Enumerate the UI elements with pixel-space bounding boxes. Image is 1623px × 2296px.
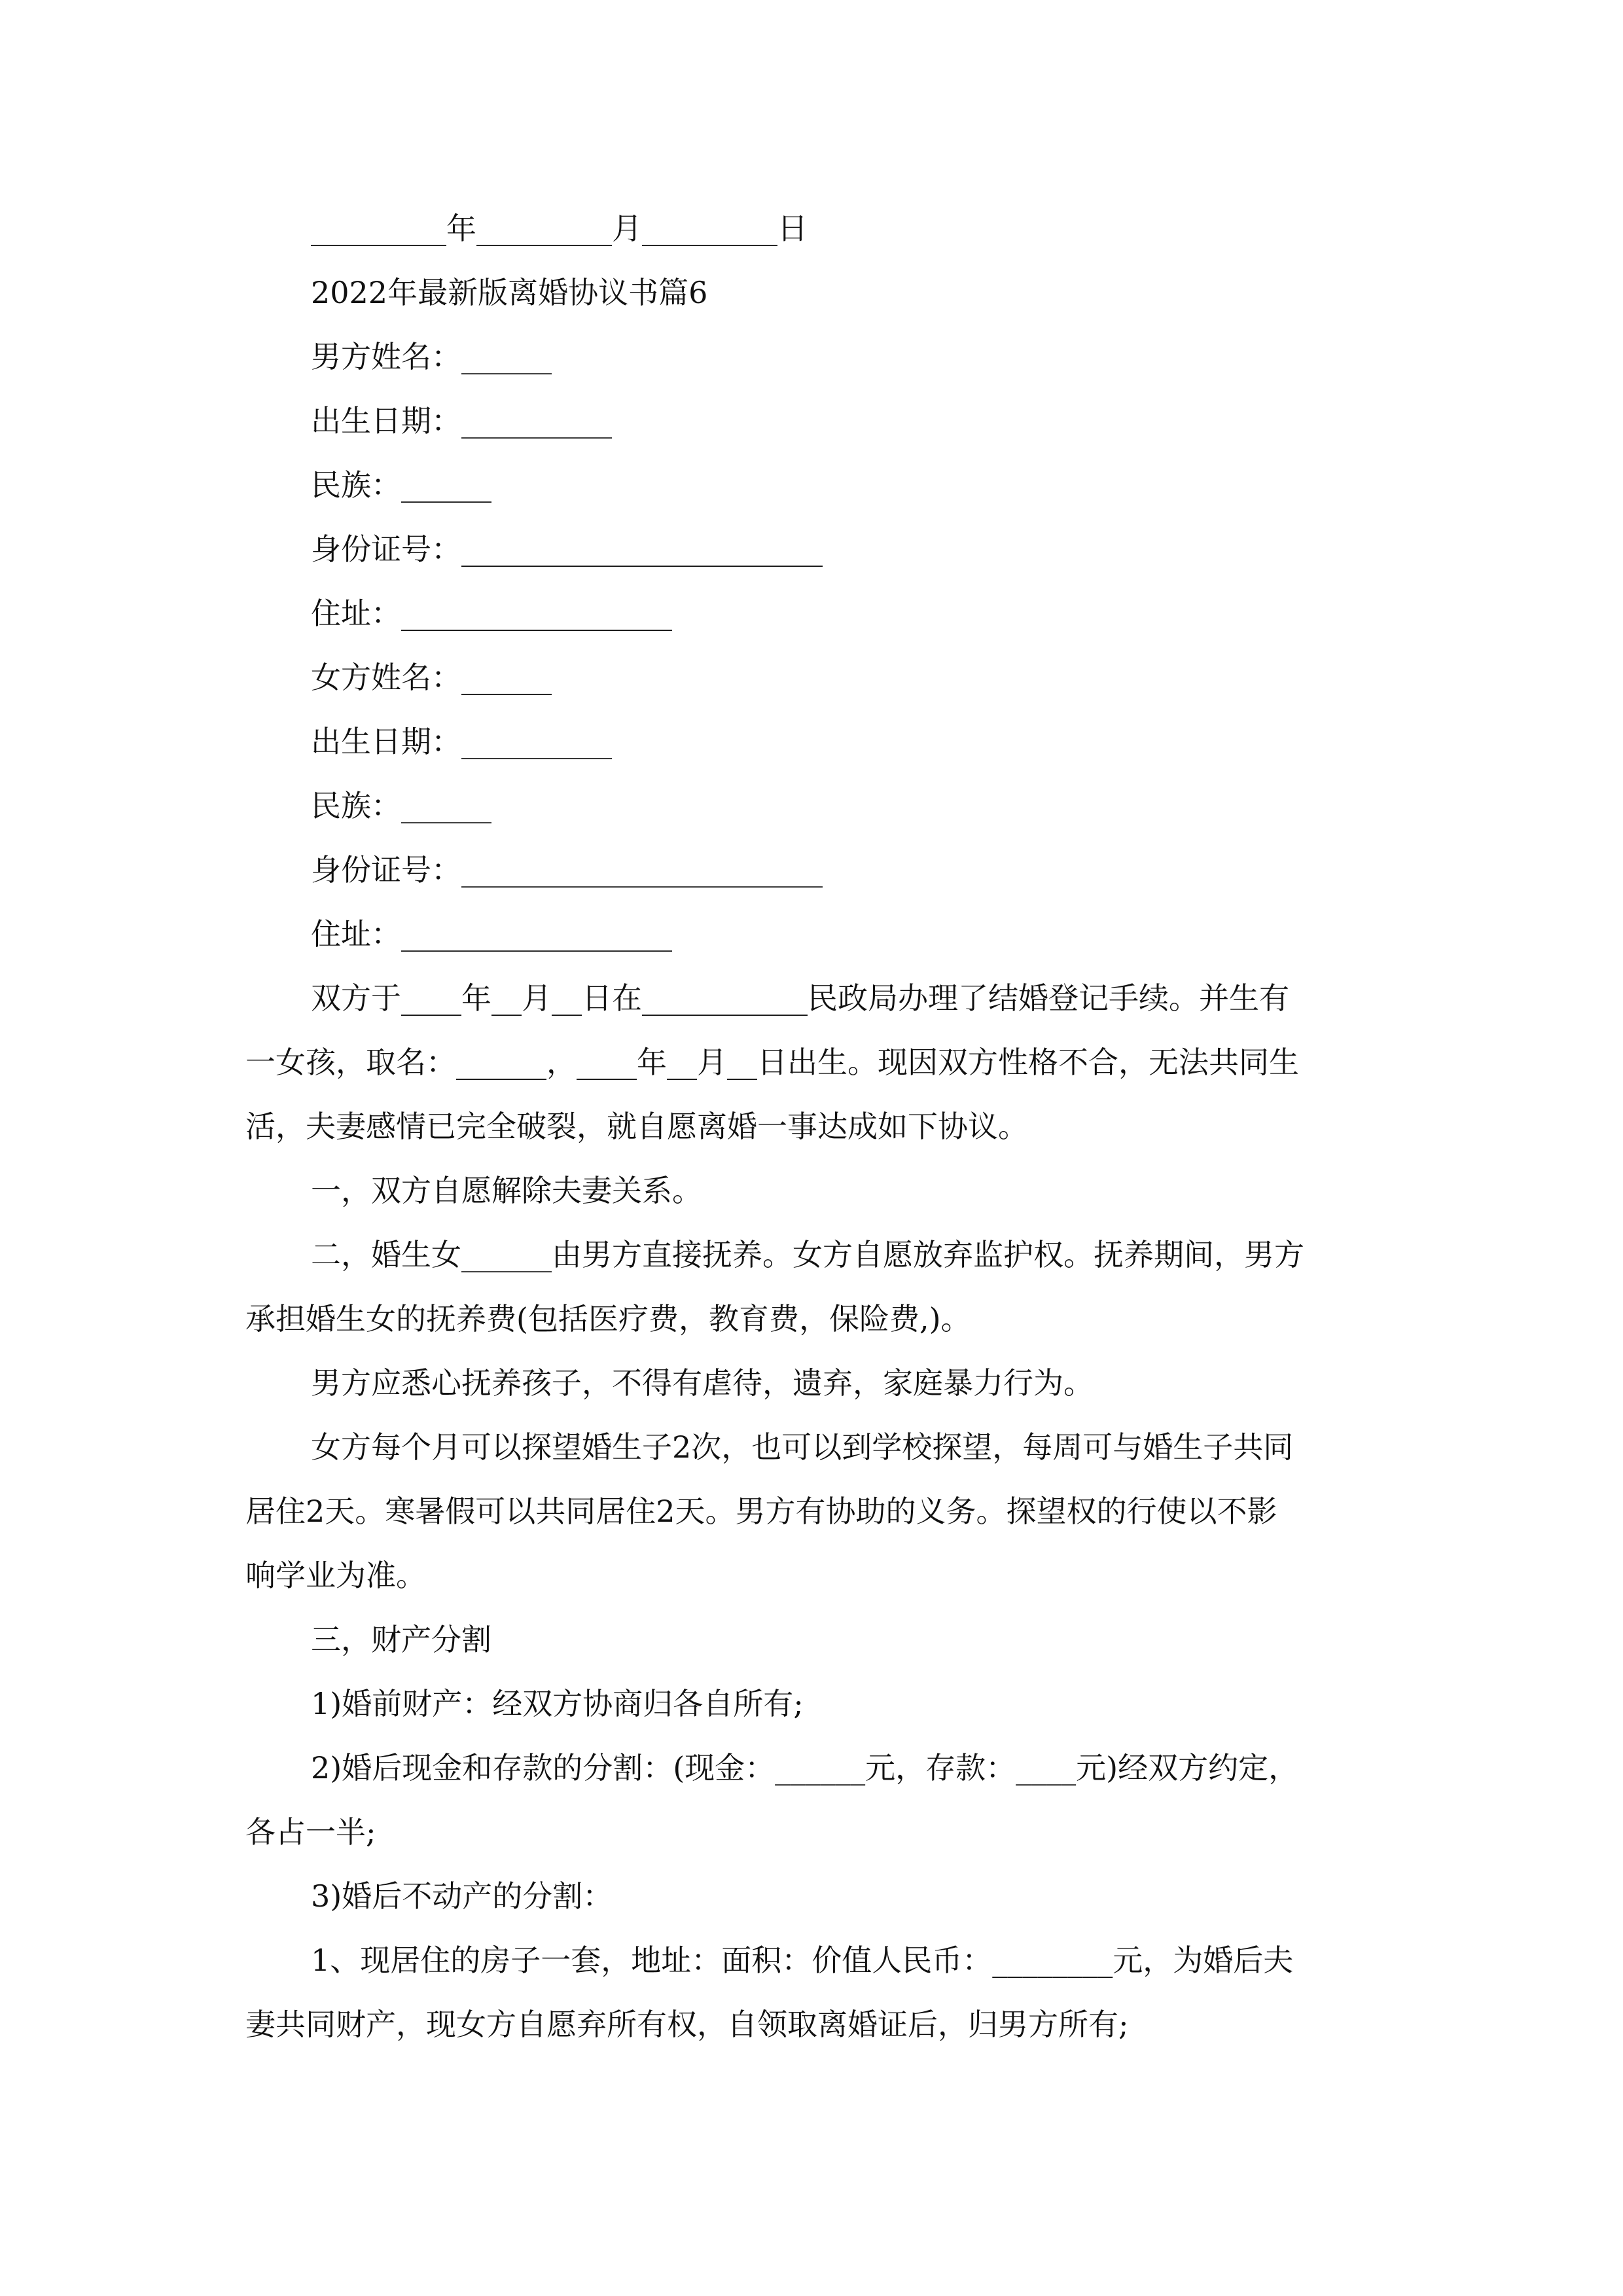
house-item-line: 1、现居住的房子一套，地址：面积：价值人民币：________元，为婚后夫 [311, 1943, 1294, 1978]
visitation-paragraph-line: 居住2天。寒暑假可以共同居住2天。男方有协助的义务。探望权的行使以不影 [245, 1494, 1277, 1529]
house-item-line: 妻共同财产，现女方自愿弃所有权，自领取离婚证后，归男方所有; [245, 2007, 1129, 2042]
female-ethnicity-field: 民族：______ [311, 788, 491, 823]
premarital-property-item: 1)婚前财产：经双方协商归各自所有; [311, 1686, 804, 1721]
male-ethnicity-field: 民族：______ [311, 467, 491, 503]
clause-two-line: 承担婚生女的抚养费(包括医疗费，教育费，保险费,)。 [245, 1301, 971, 1336]
visitation-paragraph-line: 响学业为准。 [245, 1558, 426, 1593]
marriage-paragraph-line: 活，夫妻感情已完全破裂，就自愿离婚一事达成如下协议。 [245, 1109, 1028, 1144]
marriage-paragraph-line: 双方于____年__月__日在___________民政局办理了结婚登记手续。并生有 [311, 980, 1289, 1016]
clause-one: 一，双方自愿解除夫妻关系。 [311, 1173, 702, 1208]
female-address-field: 住址：__________________ [311, 916, 672, 952]
female-name-field: 女方姓名：______ [311, 660, 552, 695]
male-address-field: 住址：__________________ [311, 596, 672, 631]
female-id-number-field: 身份证号：________________________ [311, 852, 823, 888]
custody-duty-paragraph: 男方应悉心抚养孩子，不得有虐待，遗弃，家庭暴力行为。 [311, 1365, 1094, 1401]
date-line: _________年_________月_________日 [311, 211, 808, 246]
male-name-field: 男方姓名：______ [311, 339, 552, 374]
document-title: 2022年最新版离婚协议书篇6 [311, 275, 708, 310]
cash-deposit-item-line: 各占一半; [245, 1814, 376, 1850]
visitation-paragraph-line: 女方每个月可以探望婚生子2次，也可以到学校探望，每周可与婚生子共同 [311, 1429, 1294, 1465]
female-birthdate-field: 出生日期：__________ [311, 724, 612, 759]
clause-two-line: 二，婚生女______由男方直接抚养。女方自愿放弃监护权。抚养期间，男方 [311, 1237, 1304, 1272]
cash-deposit-item-line: 2)婚后现金和存款的分割：(现金：______元，存款：____元)经双方约定， [311, 1750, 1299, 1785]
clause-three-heading: 三，财产分割 [311, 1622, 491, 1657]
male-id-number-field: 身份证号：________________________ [311, 531, 823, 567]
real-estate-heading: 3)婚后不动产的分割： [311, 1878, 613, 1914]
male-birthdate-field: 出生日期：__________ [311, 403, 612, 439]
marriage-paragraph-line: 一女孩，取名：______，____年__月__日出生。现因双方性格不合，无法共同生 [245, 1045, 1299, 1080]
